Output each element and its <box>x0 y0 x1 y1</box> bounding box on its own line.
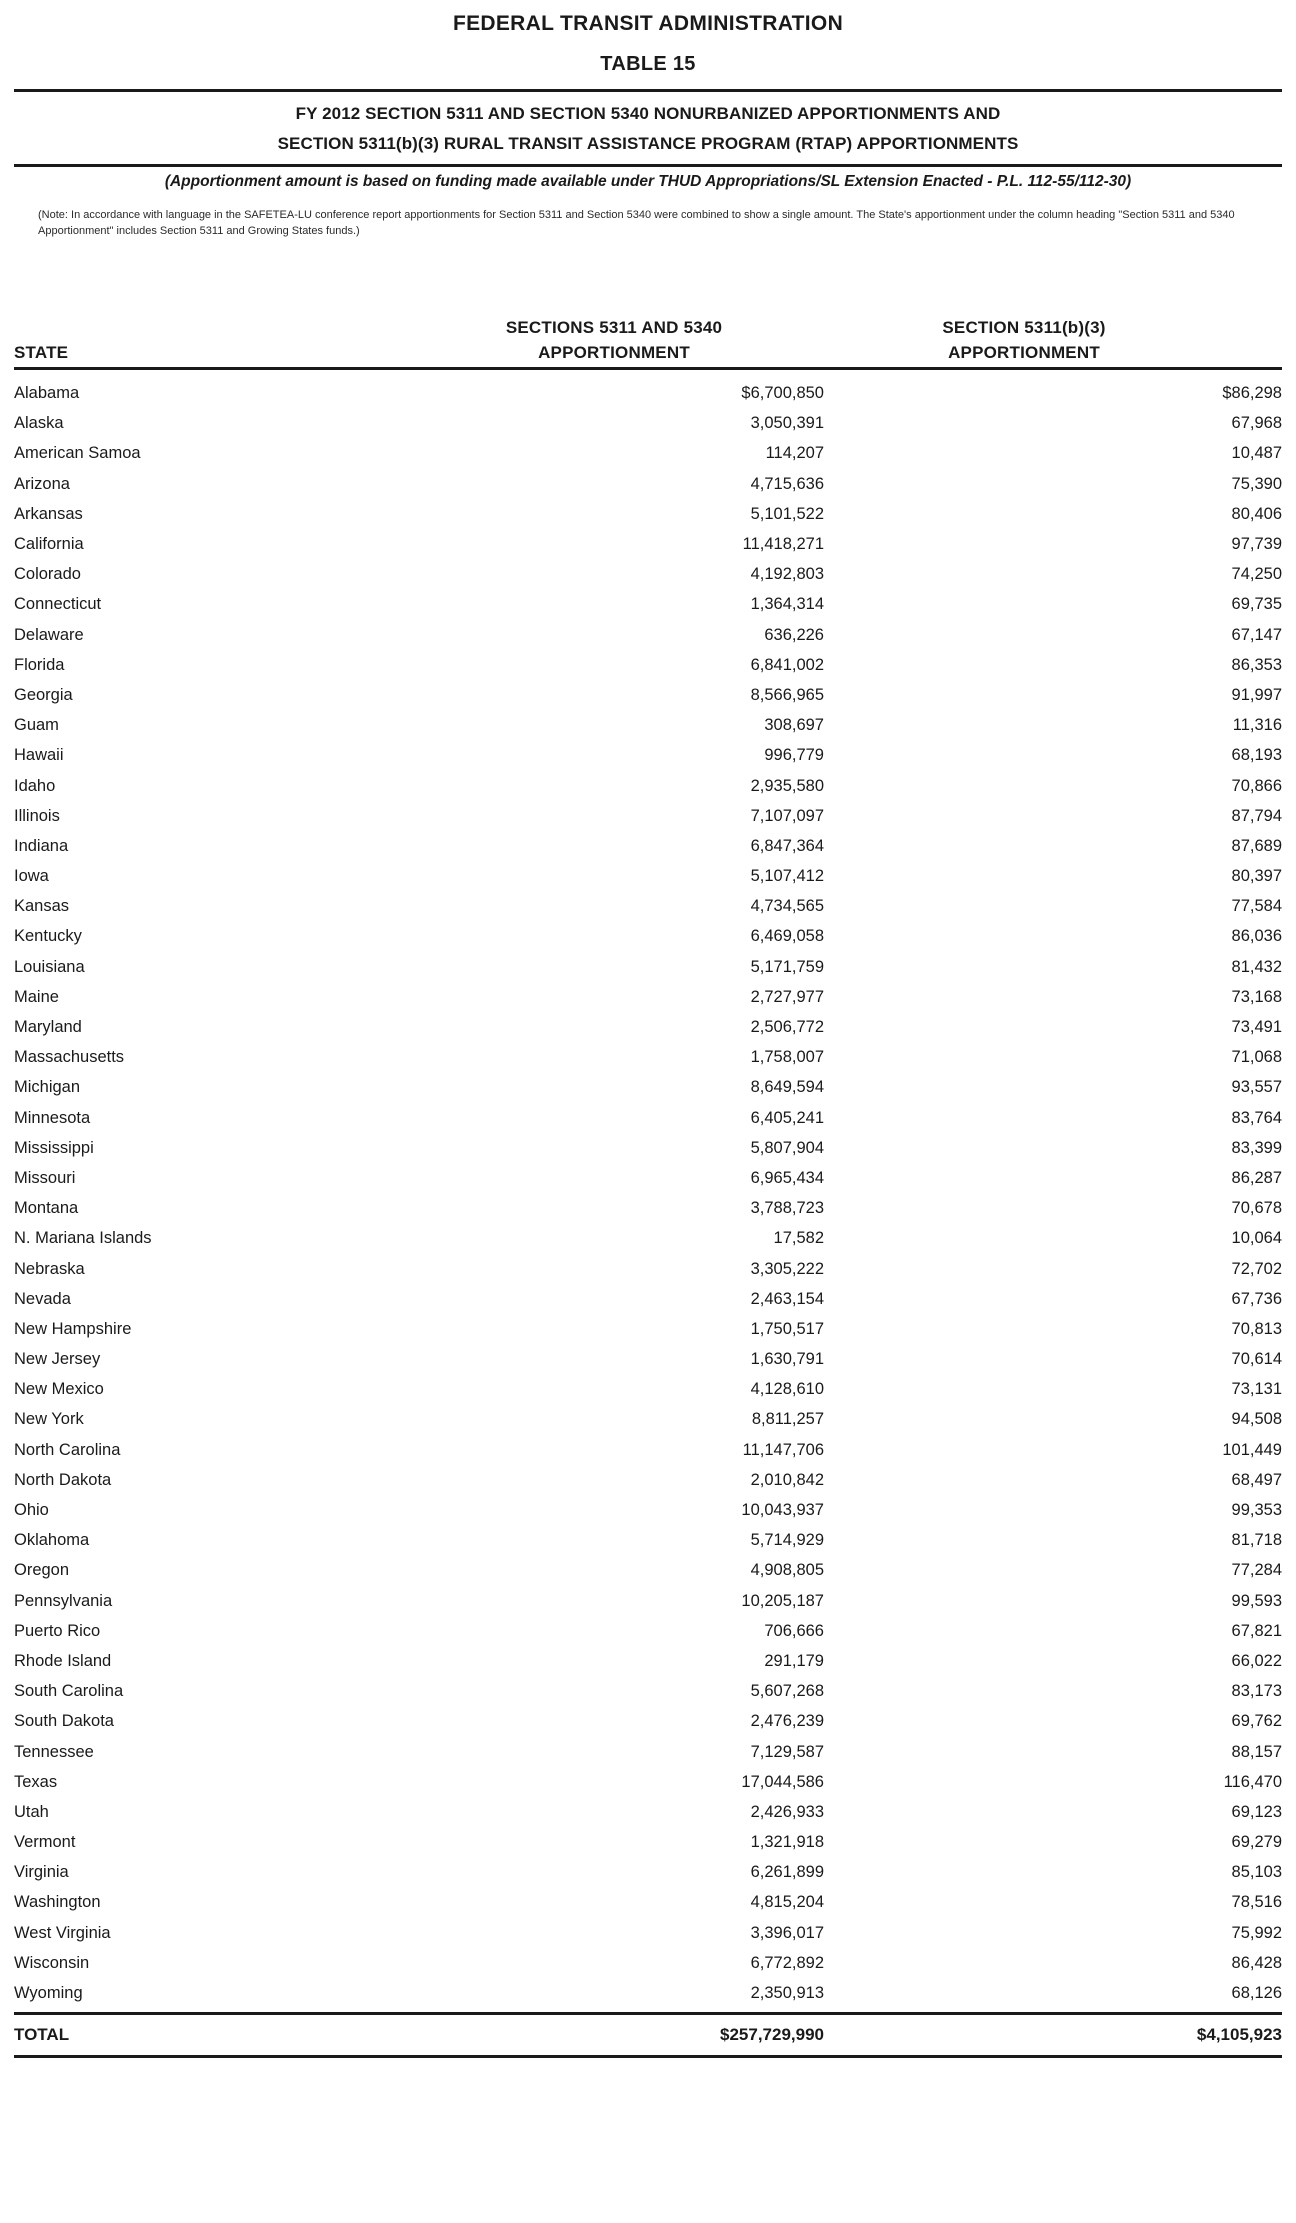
cell-sections-5311-5340: 308,697 <box>764 716 824 735</box>
cell-section-5311b3: 67,821 <box>1231 1621 1282 1640</box>
table-row <box>14 408 1282 438</box>
table-row <box>14 1525 1282 1555</box>
cell-state: Puerto Rico <box>14 1621 101 1640</box>
cell-section-5311b3: 11,316 <box>1232 716 1282 735</box>
cell-sections-5311-5340: 8,566,965 <box>750 685 824 704</box>
cell-sections-5311-5340: 2,426,933 <box>750 1802 824 1821</box>
cell-state: Oregon <box>14 1561 70 1580</box>
cell-sections-5311-5340: 3,788,723 <box>750 1199 824 1218</box>
table-row <box>14 438 1282 468</box>
cell-section-5311b3: 70,678 <box>1231 1199 1282 1218</box>
cell-section-5311b3: 81,718 <box>1231 1531 1282 1550</box>
cell-sections-5311-5340: 11,147,706 <box>742 1440 824 1459</box>
cell-section-5311b3: 94,508 <box>1231 1410 1282 1429</box>
cell-state: Kansas <box>14 897 70 916</box>
cell-sections-5311-5340: 6,261,899 <box>750 1863 824 1882</box>
apportionments-table-body <box>14 378 1282 2008</box>
cell-state: New Mexico <box>14 1380 104 1399</box>
cell-state: Indiana <box>14 836 69 855</box>
table-row <box>14 378 1282 408</box>
column-header-sections-5311-5340 <box>444 315 784 365</box>
cell-sections-5311-5340: 4,128,610 <box>750 1380 824 1399</box>
table-row <box>14 801 1282 831</box>
cell-state: Montana <box>14 1199 79 1218</box>
cell-sections-5311-5340: 2,935,580 <box>750 776 824 795</box>
table-row <box>14 589 1282 619</box>
cell-sections-5311-5340: 6,965,434 <box>750 1168 824 1187</box>
cell-section-5311b3: 73,491 <box>1231 1018 1282 1037</box>
cell-sections-5311-5340: 3,050,391 <box>750 414 824 433</box>
table-row <box>14 1404 1282 1434</box>
table-row <box>14 529 1282 559</box>
cell-section-5311b3: 75,390 <box>1231 474 1282 493</box>
cell-state: California <box>14 535 84 554</box>
table-row <box>14 710 1282 740</box>
cell-state: Rhode Island <box>14 1651 112 1670</box>
cell-state: N. Mariana Islands <box>14 1229 152 1248</box>
cell-sections-5311-5340: 1,750,517 <box>750 1319 824 1338</box>
cell-state: Idaho <box>14 776 56 795</box>
table-row <box>14 1133 1282 1163</box>
cell-sections-5311-5340: 2,463,154 <box>750 1289 824 1308</box>
table-row <box>14 1767 1282 1797</box>
cell-sections-5311-5340: 7,107,097 <box>750 806 824 825</box>
cell-sections-5311-5340: 8,649,594 <box>750 1078 824 1097</box>
cell-sections-5311-5340: 5,101,522 <box>750 504 824 523</box>
cell-state: Utah <box>14 1802 49 1821</box>
cell-section-5311b3: 77,284 <box>1231 1561 1282 1580</box>
cell-section-5311b3: 68,193 <box>1231 746 1282 765</box>
cell-state: New Jersey <box>14 1350 101 1369</box>
cell-section-5311b3: 70,614 <box>1231 1350 1282 1369</box>
cell-sections-5311-5340: 4,734,565 <box>750 897 824 916</box>
cell-section-5311b3: 68,126 <box>1231 1984 1282 2003</box>
table-row <box>14 1374 1282 1404</box>
cell-state: Vermont <box>14 1833 76 1852</box>
cell-sections-5311-5340: 636,226 <box>764 625 824 644</box>
cell-section-5311b3: 70,866 <box>1231 776 1282 795</box>
cell-section-5311b3: 83,399 <box>1231 1138 1282 1157</box>
cell-state: Florida <box>14 655 65 674</box>
cell-section-5311b3: 70,813 <box>1231 1319 1282 1338</box>
cell-section-5311b3: 75,992 <box>1231 1923 1282 1942</box>
table-row <box>14 620 1282 650</box>
cell-sections-5311-5340: 3,396,017 <box>750 1923 824 1942</box>
table-row <box>14 1253 1282 1283</box>
table-row <box>14 1706 1282 1736</box>
table-row <box>14 740 1282 770</box>
total-divider-bottom <box>14 2055 1282 2058</box>
table-row <box>14 1978 1282 2008</box>
cell-sections-5311-5340: 2,010,842 <box>750 1470 824 1489</box>
table-row <box>14 1827 1282 1857</box>
cell-section-5311b3: 69,279 <box>1231 1833 1282 1852</box>
table-row <box>14 1465 1282 1495</box>
cell-state: American Samoa <box>14 444 141 463</box>
table-number: TABLE 15 <box>600 53 696 75</box>
table-row <box>14 1646 1282 1676</box>
cell-state: Nebraska <box>14 1259 85 1278</box>
cell-sections-5311-5340: 5,171,759 <box>750 957 824 976</box>
cell-state: Nevada <box>14 1289 71 1308</box>
cell-section-5311b3: 67,736 <box>1231 1289 1282 1308</box>
cell-state: Oklahoma <box>14 1531 90 1550</box>
cell-sections-5311-5340: 291,179 <box>764 1651 824 1670</box>
cell-sections-5311-5340: $6,700,850 <box>741 384 824 403</box>
table-row <box>14 1857 1282 1887</box>
total-row <box>14 2015 1282 2055</box>
cell-section-5311b3: 73,131 <box>1231 1380 1282 1399</box>
cell-section-5311b3: 83,764 <box>1231 1108 1282 1127</box>
table-row <box>14 1586 1282 1616</box>
cell-sections-5311-5340: 114,207 <box>765 444 824 463</box>
cell-state: Michigan <box>14 1078 81 1097</box>
cell-section-5311b3: 77,584 <box>1231 897 1282 916</box>
cell-state: Maryland <box>14 1018 82 1037</box>
cell-section-5311b3: 74,250 <box>1231 565 1282 584</box>
cell-section-5311b3: 86,353 <box>1231 655 1282 674</box>
cell-sections-5311-5340: 4,815,204 <box>750 1893 824 1912</box>
cell-sections-5311-5340: 7,129,587 <box>750 1742 824 1761</box>
table-row <box>14 1616 1282 1646</box>
cell-section-5311b3: 86,287 <box>1231 1168 1282 1187</box>
cell-sections-5311-5340: 1,630,791 <box>750 1350 824 1369</box>
cell-state: Virginia <box>14 1863 69 1882</box>
cell-section-5311b3: 87,794 <box>1231 806 1282 825</box>
cell-state: Arizona <box>14 474 70 493</box>
cell-section-5311b3: 68,497 <box>1231 1470 1282 1489</box>
column-header-section-5311b3 <box>854 315 1194 365</box>
cell-section-5311b3: 93,557 <box>1231 1078 1282 1097</box>
cell-section-5311b3: 80,397 <box>1231 867 1282 886</box>
cell-state: Wyoming <box>14 1984 83 2003</box>
agency-title: FEDERAL TRANSIT ADMINISTRATION <box>452 12 844 35</box>
table-row <box>14 770 1282 800</box>
table-row <box>14 1314 1282 1344</box>
table-row <box>14 1042 1282 1072</box>
cell-section-5311b3: 91,997 <box>1231 685 1282 704</box>
table-row <box>14 1012 1282 1042</box>
funding-source-note: (Apportionment amount is based on funding made available under THUD Appropriations/SL Extension Enacted - P.L. 112-55/112-30) <box>164 173 1132 190</box>
cell-sections-5311-5340: 17,582 <box>773 1229 824 1248</box>
cell-section-5311b3: 73,168 <box>1231 987 1282 1006</box>
cell-sections-5311-5340: 11,418,271 <box>742 535 824 554</box>
cell-section-5311b3: 86,036 <box>1231 927 1282 946</box>
cell-sections-5311-5340: 1,364,314 <box>750 595 824 614</box>
cell-section-5311b3: 69,762 <box>1231 1712 1282 1731</box>
table-row <box>14 891 1282 921</box>
cell-state: Washington <box>14 1893 101 1912</box>
table-row <box>14 1887 1282 1917</box>
column-header-section-5311b3-line1: SECTION 5311(b)(3) <box>942 318 1106 337</box>
table-row <box>14 1797 1282 1827</box>
cell-section-5311b3: 10,487 <box>1231 444 1282 463</box>
table-row <box>14 1676 1282 1706</box>
cell-state: Wisconsin <box>14 1953 90 1972</box>
cell-sections-5311-5340: 706,666 <box>764 1621 824 1640</box>
cell-state: Illinois <box>14 806 60 825</box>
table-row <box>14 1163 1282 1193</box>
cell-state: New York <box>14 1410 84 1429</box>
cell-state: Tennessee <box>14 1742 94 1761</box>
apportionments-table <box>14 378 1282 2008</box>
table-row <box>14 1918 1282 1948</box>
table-row <box>14 952 1282 982</box>
cell-section-5311b3: 86,428 <box>1231 1953 1282 1972</box>
column-header-sections-5311-5340-line2: APPORTIONMENT <box>538 343 690 362</box>
total-section-5311b3: $4,105,923 <box>1196 2025 1282 2045</box>
cell-sections-5311-5340: 6,847,364 <box>750 836 824 855</box>
cell-state: Missouri <box>14 1168 76 1187</box>
cell-state: Georgia <box>14 685 73 704</box>
total-label: TOTAL <box>14 2025 70 2045</box>
cell-section-5311b3: 99,593 <box>1231 1591 1282 1610</box>
cell-state: Mississippi <box>14 1138 94 1157</box>
table-row <box>14 1435 1282 1465</box>
cell-state: New Hampshire <box>14 1319 132 1338</box>
table-row <box>14 1555 1282 1585</box>
table-row <box>14 1284 1282 1314</box>
cell-state: West Virginia <box>14 1923 111 1942</box>
table-row <box>14 499 1282 529</box>
table-row <box>14 861 1282 891</box>
cell-sections-5311-5340: 6,841,002 <box>750 655 824 674</box>
cell-section-5311b3: 85,103 <box>1231 1863 1282 1882</box>
cell-sections-5311-5340: 6,469,058 <box>750 927 824 946</box>
cell-section-5311b3: 99,353 <box>1231 1501 1282 1520</box>
subtitle-line-1: FY 2012 SECTION 5311 AND SECTION 5340 NONURBANIZED APPORTIONMENTS AND <box>295 104 1001 123</box>
cell-state: North Dakota <box>14 1470 112 1489</box>
table-row <box>14 680 1282 710</box>
cell-section-5311b3: 116,470 <box>1223 1772 1282 1791</box>
cell-state: Iowa <box>14 867 49 886</box>
table-row <box>14 1495 1282 1525</box>
cell-section-5311b3: 10,064 <box>1231 1229 1282 1248</box>
cell-state: South Dakota <box>14 1712 114 1731</box>
table-row <box>14 1223 1282 1253</box>
cell-section-5311b3: 69,735 <box>1231 595 1282 614</box>
cell-state: Pennsylvania <box>14 1591 113 1610</box>
column-header-section-5311b3-line2: APPORTIONMENT <box>948 343 1100 362</box>
cell-sections-5311-5340: 1,758,007 <box>750 1048 824 1067</box>
cell-state: North Carolina <box>14 1440 121 1459</box>
total-table <box>14 2015 1282 2055</box>
safetea-lu-note: (Note: In accordance with language in the SAFETEA-LU conference report apportionments for Section 5311 and Section 5340 were combined to show a single amount. The State's apportionment under the column heading "Section 5311 and 5340 Apportionment" includes Section 5311 and Growing States funds.) <box>38 209 1235 237</box>
table-row <box>14 1103 1282 1133</box>
cell-section-5311b3: 83,173 <box>1231 1682 1282 1701</box>
cell-sections-5311-5340: 1,321,918 <box>750 1833 824 1852</box>
cell-sections-5311-5340: 5,807,904 <box>750 1138 824 1157</box>
cell-sections-5311-5340: 2,727,977 <box>750 987 824 1006</box>
cell-state: Louisiana <box>14 957 85 976</box>
cell-state: South Carolina <box>14 1682 124 1701</box>
cell-section-5311b3: 87,689 <box>1231 836 1282 855</box>
cell-section-5311b3: 72,702 <box>1231 1259 1282 1278</box>
cell-section-5311b3: 78,516 <box>1231 1893 1282 1912</box>
cell-state: Maine <box>14 987 59 1006</box>
cell-state: Ohio <box>14 1501 49 1520</box>
table-row <box>14 1736 1282 1766</box>
cell-sections-5311-5340: 8,811,257 <box>751 1410 824 1429</box>
cell-sections-5311-5340: 4,908,805 <box>750 1561 824 1580</box>
cell-sections-5311-5340: 10,043,937 <box>741 1501 824 1520</box>
cell-section-5311b3: 101,449 <box>1222 1440 1282 1459</box>
table-row <box>14 1344 1282 1374</box>
total-sections-5311-5340: $257,729,990 <box>720 2025 824 2045</box>
cell-sections-5311-5340: 996,779 <box>764 746 824 765</box>
cell-section-5311b3: 71,068 <box>1231 1048 1282 1067</box>
cell-sections-5311-5340: 5,607,268 <box>750 1682 824 1701</box>
cell-sections-5311-5340: 10,205,187 <box>741 1591 824 1610</box>
table-row <box>14 1072 1282 1102</box>
column-header-sections-5311-5340-line1: SECTIONS 5311 AND 5340 <box>505 318 723 337</box>
table-row <box>14 1948 1282 1978</box>
table-row <box>14 1193 1282 1223</box>
table-row <box>14 469 1282 499</box>
cell-sections-5311-5340: 6,772,892 <box>750 1953 824 1972</box>
cell-section-5311b3: 88,157 <box>1231 1742 1282 1761</box>
table-row <box>14 921 1282 951</box>
cell-sections-5311-5340: 6,405,241 <box>750 1108 824 1127</box>
cell-state: Minnesota <box>14 1108 91 1127</box>
cell-state: Colorado <box>14 565 81 584</box>
table-row <box>14 559 1282 589</box>
cell-sections-5311-5340: 3,305,222 <box>750 1259 824 1278</box>
cell-state: Texas <box>14 1772 58 1791</box>
cell-section-5311b3: 97,739 <box>1231 535 1282 554</box>
table-row <box>14 982 1282 1012</box>
cell-state: Hawaii <box>14 746 64 765</box>
column-header-row <box>14 275 1282 367</box>
cell-sections-5311-5340: 5,107,412 <box>750 867 824 886</box>
cell-sections-5311-5340: 2,476,239 <box>750 1712 824 1731</box>
cell-state: Massachusetts <box>14 1048 125 1067</box>
cell-state: Alabama <box>14 384 80 403</box>
cell-section-5311b3: 80,406 <box>1231 504 1282 523</box>
cell-section-5311b3: 81,432 <box>1231 957 1282 976</box>
cell-state: Connecticut <box>14 595 102 614</box>
cell-state: Alaska <box>14 414 64 433</box>
cell-section-5311b3: 67,147 <box>1231 625 1282 644</box>
cell-section-5311b3: 66,022 <box>1231 1651 1282 1670</box>
cell-state: Arkansas <box>14 504 83 523</box>
cell-sections-5311-5340: 5,714,929 <box>750 1531 824 1550</box>
table-row <box>14 650 1282 680</box>
cell-sections-5311-5340: 4,192,803 <box>750 565 824 584</box>
cell-section-5311b3: 69,123 <box>1231 1802 1282 1821</box>
cell-state: Kentucky <box>14 927 82 946</box>
cell-section-5311b3: $86,298 <box>1222 384 1282 403</box>
cell-sections-5311-5340: 4,715,636 <box>750 474 824 493</box>
cell-section-5311b3: 67,968 <box>1231 414 1282 433</box>
subtitle-block <box>14 92 1282 164</box>
cell-sections-5311-5340: 17,044,586 <box>741 1772 824 1791</box>
cell-sections-5311-5340: 2,350,913 <box>750 1984 824 2003</box>
cell-state: Guam <box>14 716 59 735</box>
cell-state: Delaware <box>14 625 84 644</box>
subtitle-line-2: SECTION 5311(b)(3) RURAL TRANSIT ASSISTANCE PROGRAM (RTAP) APPORTIONMENTS <box>277 134 1019 153</box>
column-header-state: STATE <box>14 343 69 362</box>
cell-sections-5311-5340: 2,506,772 <box>750 1018 824 1037</box>
table-row <box>14 831 1282 861</box>
